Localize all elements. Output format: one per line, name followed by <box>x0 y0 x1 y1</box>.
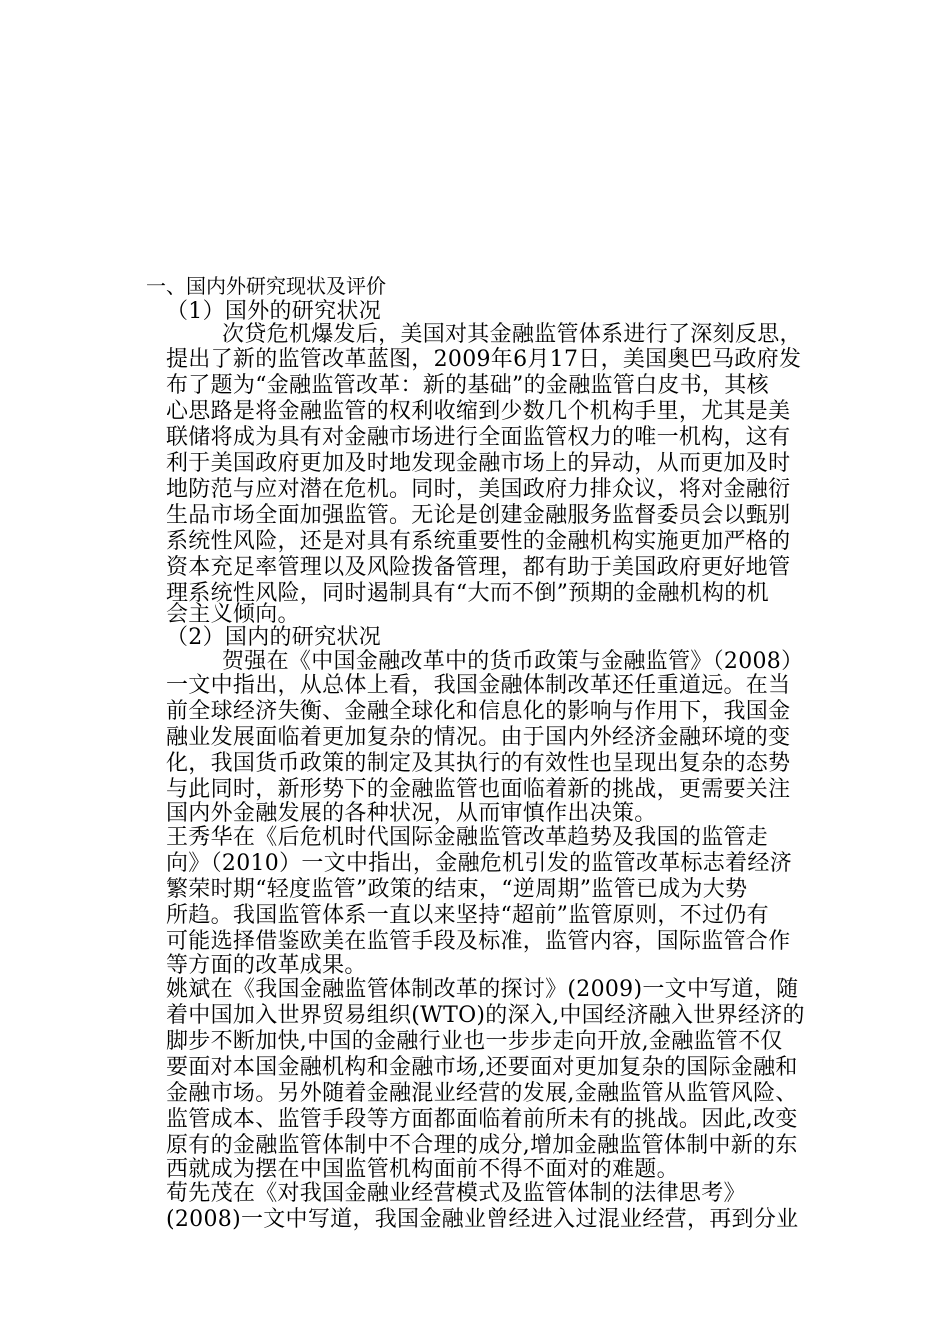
paragraph-line: 金融市场。另外随着金融混业经营的发展,金融监管从监管风险、 <box>166 1081 798 1106</box>
paragraph-line: 提出了新的监管改革蓝图，2009年6月17日，美国奥巴马政府发 <box>166 347 802 372</box>
paragraph-line: 资本充足率管理以及风险拨备管理，都有助于美国政府更好地管 <box>166 555 791 580</box>
paragraph-line: 前全球经济失衡、金融全球化和信息化的影响与作用下，我国金 <box>166 699 791 724</box>
paragraph-line: 心思路是将金融监管的权利收缩到少数几个机构手里，尤其是美 <box>166 399 791 424</box>
paragraph-line: 利于美国政府更加及时地发现金融市场上的异动，从而更加及时 <box>166 451 791 476</box>
paragraph-line: 王秀华在《后危机时代国际金融监管改革趋势及我国的监管走 <box>166 825 769 850</box>
paragraph-line: 原有的金融监管体制中不合理的成分,增加金融监管体制中新的东 <box>166 1133 798 1158</box>
paragraph-line: 一文中指出，从总体上看，我国金融体制改革还任重道远。在当 <box>166 673 791 698</box>
paragraph-line: 向》（2010）一文中指出，金融危机引发的监管改革标志着经济 <box>166 851 792 876</box>
paragraph-line: 系统性风险，还是对具有系统重要性的金融机构实施更加严格的 <box>166 529 791 554</box>
paragraph-line: 西就成为摆在中国监管机构面前不得不面对的难题。 <box>166 1157 679 1182</box>
paragraph-line: 脚步不断加快,中国的金融行业也一步步走向开放,金融监管不仅 <box>166 1029 783 1054</box>
paragraph-line: 理系统性风险，同时遏制具有“大而不倒”预期的金融机构的机 <box>166 581 769 606</box>
paragraph-line: 要面对本国金融机构和金融市场,还要面对更加复杂的国际金融和 <box>166 1055 798 1080</box>
paragraph-line: 等方面的改革成果。 <box>166 953 367 978</box>
section-heading: 一、国内外研究现状及评价 <box>146 274 386 298</box>
paragraph-line: 监管成本、监管手段等方面都面临着前所未有的挑战。因此,改变 <box>166 1107 798 1132</box>
paragraph-line: 地防范与应对潜在危机。同时，美国政府力排众议，将对金融衍 <box>166 477 791 502</box>
paragraph-line: 着中国加入世界贸易组织(WTO)的深入,中国经济融入世界经济的 <box>166 1003 805 1028</box>
paragraph-line: 布了题为“金融监管改革：新的基础”的金融监管白皮书，其核 <box>166 373 769 398</box>
paragraph-line: 可能选择借鉴欧美在监管手段及标准，监管内容，国际监管合作 <box>166 929 791 954</box>
paragraph-line: (2008)一文中写道，我国金融业曾经进入过混业经营，再到分业 <box>166 1207 799 1232</box>
paragraph-line: 次贷危机爆发后，美国对其金融监管体系进行了深刻反思， <box>222 322 802 347</box>
paragraph-line: 生品市场全面加强监管。无论是创建金融服务监督委员会以甄别 <box>166 503 791 528</box>
paragraph-line: 贺强在《中国金融改革中的货币政策与金融监管》（2008） <box>222 649 804 674</box>
paragraph-line: 荀先茂在《对我国金融业经营模式及监管体制的法律思考》 <box>166 1181 746 1206</box>
subsection-title-domestic: （2）国内的研究状况 <box>166 625 381 650</box>
paragraph-line: 化，我国货币政策的制定及其执行的有效性也呈现出复杂的态势 <box>166 751 791 776</box>
paragraph-line: 融业发展面临着更加复杂的情况。由于国内外经济金融环境的变 <box>166 725 791 750</box>
paragraph-line: 会主义倾向。 <box>166 602 300 627</box>
paragraph-line: 与此同时，新形势下的金融监管也面临着新的挑战，更需要关注 <box>166 777 791 802</box>
paragraph-line: 姚斌在《我国金融监管体制改革的探讨》(2009)一文中写道，随 <box>166 977 799 1002</box>
paragraph-line: 联储将成为具有对金融市场进行全面监管权力的唯一机构，这有 <box>166 425 791 450</box>
paragraph-line: 国内外金融发展的各种状况，从而审慎作出决策。 <box>166 801 657 826</box>
paragraph-line: 繁荣时期“轻度监管”政策的结束，“逆周期”监管已成为大势 <box>166 877 748 902</box>
paragraph-line: 所趋。我国监管体系一直以来坚持“超前”监管原则，不过仍有 <box>166 903 769 928</box>
subsection-title-foreign: （1）国外的研究状况 <box>166 299 381 324</box>
